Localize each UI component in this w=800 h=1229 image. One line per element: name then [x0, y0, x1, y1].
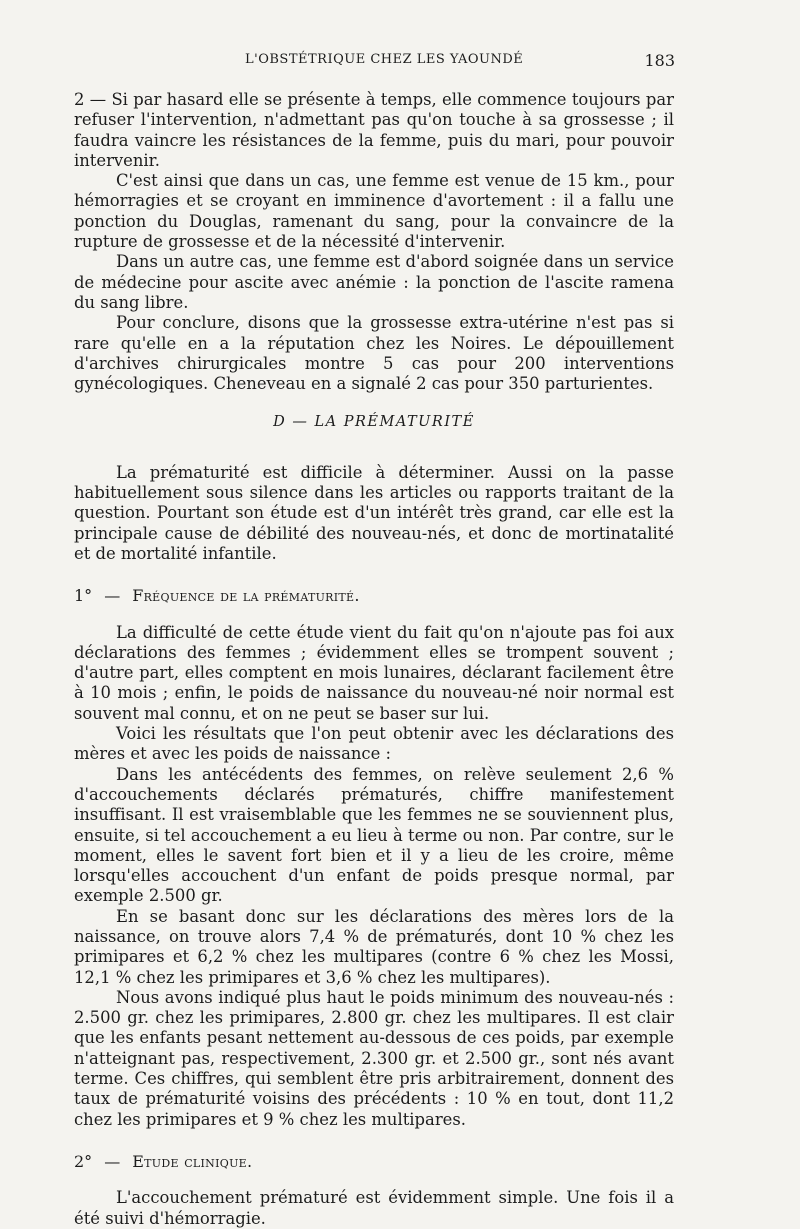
paragraph: Dans un autre cas, une femme est d'abord soignée dans un service de médecine pour ascite avec anémie : la ponction de l'ascite ramena du sang libre.	[74, 252, 674, 312]
paragraph: Voici les résultats que l'on peut obtenir avec les déclarations des mères et avec les poids de naissance :	[74, 724, 674, 764]
subsection-dash: —	[104, 586, 121, 606]
paragraph: L'accouchement prématuré est évidemment simple. Une fois il a été suivi d'hémorragie.	[74, 1188, 674, 1228]
subsection-number: 1°	[74, 586, 93, 606]
subsection-number: 2°	[74, 1151, 93, 1171]
paragraph: Dans les antécédents des femmes, on relève seulement 2,6 % d'accouchements déclarés prématurés, chiffre manifestement insuffisant. Il est vraisemblable que les femmes ne se souviennent plus, ensuite, si tel accouchement a eu lieu à terme ou non. Par contre, sur le moment, elles le savent fort bien et il y a lieu de les croire, même lorsqu'elles accouchent d'un enfant de poids presque normal, par exemple 2.500 gr.	[74, 764, 674, 906]
subsection-heading	[74, 1152, 674, 1172]
paragraph: Pour conclure, disons que la grossesse extra-utérine n'est pas si rare qu'elle en a la réputation chez les Noires. Le dépouillement d'archives chirurgicales montre 5 cas pour 200 interventions gynécologiques. Cheneveau en a signalé 2 cas pour 350 parturientes.	[74, 313, 674, 394]
page-header	[245, 52, 675, 72]
page-number: 183	[644, 51, 675, 70]
subsection-title: Etude clinique.	[132, 1151, 253, 1171]
paragraph: En se basant donc sur les déclarations des mères lors de la naissance, on trouve alors 7,4 % de prématurés, dont 10 % chez les primipares et 6,2 % chez les multipares (contre 6 % chez les Mossi, 12,1 % chez les primipares et 3,6 % chez les multipares).	[74, 906, 674, 987]
running-title: L'OBSTÉTRIQUE CHEZ LES YAOUNDÉ	[245, 52, 524, 67]
paragraph: 2 — Si par hasard elle se présente à temps, elle commence toujours par refuser l'intervention, n'admettant pas qu'on touche à sa grossesse ; il faudra vaincre les résistances de la femme, puis du mari, pour pouvoir intervenir.	[74, 90, 674, 170]
paragraph: La difficulté de cette étude vient du fait qu'on n'ajoute pas foi aux déclarations des femmes ; évidemment elles se trompent souvent ; d'autre part, elles comptent en mois lunaires, déclarant facilement être à 10 mois ; enfin, le poids de naissance du nouveau-né noir normal est souvent mal connu, et on ne peut se baser sur lui.	[74, 622, 674, 723]
subsection-heading	[74, 586, 674, 606]
paragraph: C'est ainsi que dans un cas, une femme est venue de 15 km., pour hémorragies et se croyant en imminence d'avortement : il a fallu une ponction du Douglas, ramenant du sang, pour la convaincre de la rupture de grossesse et de la nécessité d'intervenir.	[74, 171, 674, 252]
paragraph: Nous avons indiqué plus haut le poids minimum des nouveau-nés : 2.500 gr. chez les primipares, 2.800 gr. chez les multipares. Il est clair que les enfants pesant nettement au-dessous de ces poids, par exemple n'atteignant pas, respectivement, 2.300 gr. et 2.500 gr., sont nés avant terme. Ces chiffres, qui semblent être pris arbitrairement, donnent des taux de prématurité voisins des précédents : 10 % en tout, dont 11,2 chez les primipares et 9 % chez les multipares.	[74, 987, 674, 1129]
subsection-dash: —	[104, 1151, 121, 1171]
paragraph: La prématurité est difficile à déterminer. Aussi on la passe habituellement sous silence dans les articles ou rapports traitant de la question. Pourtant son étude est d'un intérêt très grand, car elle est la principale cause de débilité des nouveau-nés, et donc de mortinatalité et de mortalité infantile.	[74, 462, 674, 563]
page-body	[74, 90, 674, 1229]
section-title: D — LA PRÉMATURITÉ	[273, 414, 475, 431]
subsection-title: Fréquence de la prématurité.	[132, 586, 360, 606]
